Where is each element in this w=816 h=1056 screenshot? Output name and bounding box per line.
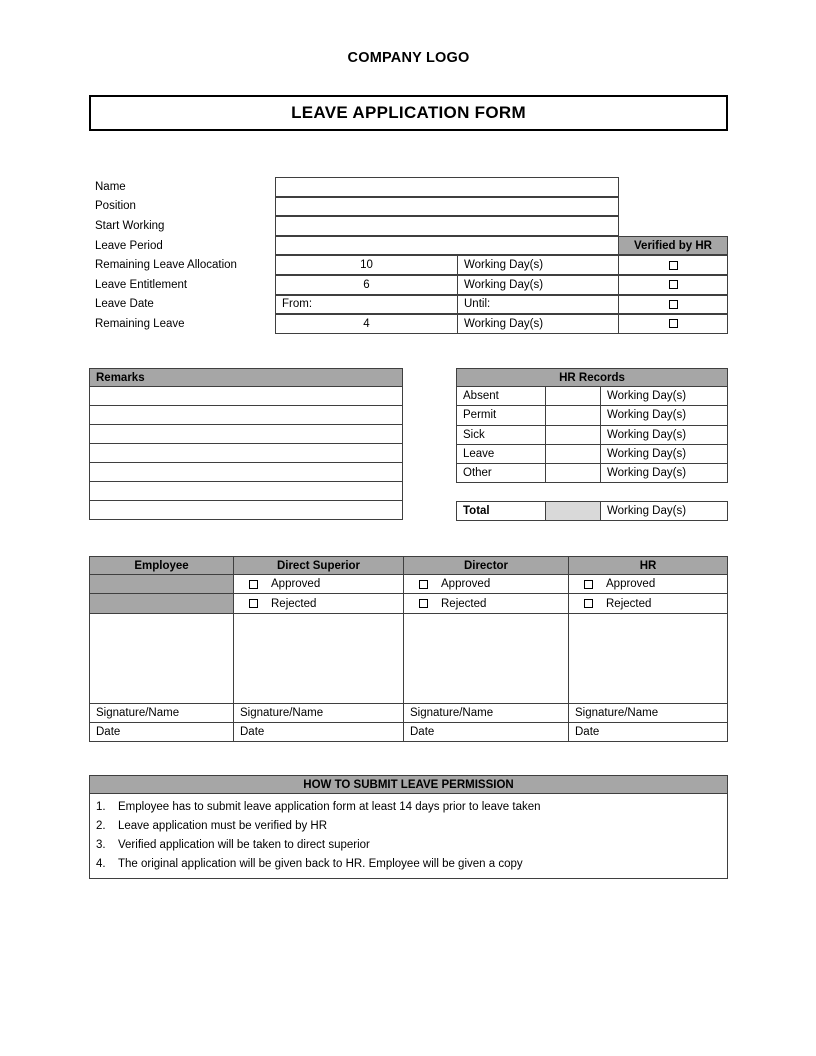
- how-to-submit-number: 2.: [96, 819, 106, 832]
- form-row-cells: [275, 295, 728, 315]
- rejected-checkbox[interactable]: [249, 599, 258, 608]
- form-row-cells: [275, 197, 728, 217]
- verified-by-hr-spacer: [619, 177, 728, 197]
- signature-name-label: Signature/Name: [89, 704, 234, 723]
- how-to-submit-item: [90, 835, 727, 854]
- rejected-checkbox[interactable]: [584, 599, 593, 608]
- signature-area[interactable]: [569, 614, 728, 704]
- signature-date-label: Date: [404, 723, 569, 742]
- how-to-submit-list: [89, 794, 728, 879]
- remarks-input-row[interactable]: [89, 482, 403, 501]
- remarks-input-row[interactable]: [89, 425, 403, 444]
- hr-records-total-label: Total: [456, 501, 546, 520]
- approval-column-header: Director: [404, 556, 569, 575]
- form-unit-field: Working Day(s): [458, 314, 619, 334]
- hr-records-title: HR Records: [456, 368, 728, 387]
- form-value-field[interactable]: [275, 177, 619, 197]
- signature-date-label: Date: [89, 723, 234, 742]
- approval-approved-cell: [234, 575, 404, 594]
- remarks-input-row[interactable]: [89, 387, 403, 406]
- form-value-field[interactable]: [275, 236, 619, 256]
- verified-by-hr-cell: [619, 275, 728, 295]
- form-row: [89, 197, 728, 217]
- approval-column: [234, 556, 404, 742]
- how-to-submit-text: Employee has to submit leave application form at least 14 days prior to leave taken: [118, 800, 541, 813]
- hr-records-label: Absent: [456, 387, 546, 406]
- hr-records-row: [456, 387, 728, 406]
- remarks-input-row[interactable]: [89, 501, 403, 520]
- hr-records-row: [456, 464, 728, 483]
- form-row-cells: [275, 177, 728, 197]
- how-to-submit-title: HOW TO SUBMIT LEAVE PERMISSION: [89, 775, 728, 794]
- hr-records-value-field[interactable]: [546, 445, 601, 464]
- approval-column-header: Direct Superior: [234, 556, 404, 575]
- approved-checkbox[interactable]: [419, 580, 428, 589]
- hr-records-value-field[interactable]: [546, 426, 601, 445]
- approval-signature-table: [89, 556, 728, 742]
- form-unit-field: Until:: [458, 295, 619, 315]
- form-row-label: Start Working: [95, 219, 165, 232]
- hr-records-unit: Working Day(s): [601, 464, 728, 483]
- form-row: [89, 236, 728, 256]
- hr-records-unit: Working Day(s): [601, 406, 728, 425]
- signature-area[interactable]: [404, 614, 569, 704]
- verified-by-hr-checkbox[interactable]: [669, 319, 678, 328]
- approval-rejected-cell-disabled: [89, 594, 234, 613]
- verified-by-hr-checkbox[interactable]: [669, 280, 678, 289]
- form-row: [89, 216, 728, 236]
- form-row-label: Leave Entitlement: [95, 278, 188, 291]
- signature-date-label: Date: [234, 723, 404, 742]
- form-row-label: Position: [95, 200, 136, 213]
- form-row-label: Remaining Leave: [95, 317, 185, 330]
- approval-column: [569, 556, 728, 742]
- verified-by-hr-spacer: [619, 197, 728, 217]
- approval-rejected-cell: [569, 594, 728, 613]
- form-row-cells: [275, 216, 728, 236]
- form-value-field[interactable]: 4: [275, 314, 458, 334]
- approved-label: Approved: [441, 578, 491, 591]
- form-row-label: Remaining Leave Allocation: [95, 259, 237, 272]
- remarks-input-row[interactable]: [89, 463, 403, 482]
- approval-approved-cell: [404, 575, 569, 594]
- form-row-label: Name: [95, 180, 126, 193]
- form-row-cells: [275, 255, 728, 275]
- verified-by-hr-cell: [619, 295, 728, 315]
- hr-records-label: Permit: [456, 406, 546, 425]
- how-to-submit-number: 4.: [96, 857, 106, 870]
- verified-by-hr-cell: [619, 314, 728, 334]
- remarks-table: [89, 368, 403, 520]
- hr-records-total-value[interactable]: [546, 501, 601, 520]
- hr-records-total-row: [456, 501, 728, 520]
- hr-records-total-unit: Working Day(s): [601, 501, 728, 520]
- how-to-submit-section: [89, 775, 728, 879]
- hr-records-value-field[interactable]: [546, 387, 601, 406]
- hr-records-label: Other: [456, 464, 546, 483]
- how-to-submit-item: [90, 854, 727, 873]
- hr-records-label: Leave: [456, 445, 546, 464]
- company-logo: COMPANY LOGO: [347, 50, 470, 66]
- form-value-field[interactable]: 6: [275, 275, 458, 295]
- approval-approved-cell: [569, 575, 728, 594]
- how-to-submit-item: [90, 797, 727, 816]
- form-row-cells: [275, 275, 728, 295]
- signature-area[interactable]: [89, 614, 234, 704]
- hr-records-row: [456, 445, 728, 464]
- verified-by-hr-checkbox[interactable]: [669, 300, 678, 309]
- approval-column: [89, 556, 234, 742]
- rejected-checkbox[interactable]: [419, 599, 428, 608]
- form-row-label: Leave Date: [95, 298, 154, 311]
- how-to-submit-text: Leave application must be verified by HR: [118, 819, 328, 832]
- verified-by-hr-cell: [619, 255, 728, 275]
- approval-approved-cell-disabled: [89, 575, 234, 594]
- form-row: [89, 255, 728, 275]
- form-row: [89, 177, 728, 197]
- verified-by-hr-header: Verified by HR: [619, 236, 728, 256]
- signature-name-label: Signature/Name: [404, 704, 569, 723]
- hr-records-row: [456, 426, 728, 445]
- signature-area[interactable]: [234, 614, 404, 704]
- approved-checkbox[interactable]: [584, 580, 593, 589]
- form-value-field[interactable]: [275, 216, 619, 236]
- form-value-field[interactable]: From:: [275, 295, 458, 315]
- rejected-label: Rejected: [441, 597, 487, 610]
- remarks-title: Remarks: [89, 368, 403, 387]
- signature-name-label: Signature/Name: [234, 704, 404, 723]
- verified-by-hr-checkbox[interactable]: [669, 261, 678, 270]
- form-value-field[interactable]: 10: [275, 255, 458, 275]
- approved-checkbox[interactable]: [249, 580, 258, 589]
- approval-rejected-cell: [404, 594, 569, 613]
- form-row-label: Leave Period: [95, 239, 163, 252]
- hr-records-label: Sick: [456, 426, 546, 445]
- how-to-submit-number: 1.: [96, 800, 106, 813]
- rejected-label: Rejected: [271, 597, 317, 610]
- hr-records-value-field[interactable]: [546, 464, 601, 483]
- remarks-input-row[interactable]: [89, 444, 403, 463]
- approval-column-header: HR: [569, 556, 728, 575]
- signature-name-label: Signature/Name: [569, 704, 728, 723]
- form-title: LEAVE APPLICATION FORM: [291, 103, 526, 122]
- approval-rejected-cell: [234, 594, 404, 613]
- approved-label: Approved: [271, 578, 321, 591]
- how-to-submit-text: The original application will be given back to HR. Employee will be given a copy: [118, 857, 523, 870]
- hr-records-table: [456, 368, 728, 521]
- remarks-input-row[interactable]: [89, 406, 403, 425]
- approved-label: Approved: [606, 578, 656, 591]
- form-row-cells: [275, 236, 728, 256]
- hr-records-unit: Working Day(s): [601, 445, 728, 464]
- form-row: [89, 295, 728, 315]
- hr-records-unit: Working Day(s): [601, 426, 728, 445]
- rejected-label: Rejected: [606, 597, 652, 610]
- how-to-submit-text: Verified application will be taken to direct superior: [118, 838, 370, 851]
- hr-records-row: [456, 406, 728, 425]
- form-row-cells: [275, 314, 728, 334]
- form-row: [89, 314, 728, 334]
- how-to-submit-item: [90, 816, 727, 835]
- form-unit-field: Working Day(s): [458, 255, 619, 275]
- approval-column-header: Employee: [89, 556, 234, 575]
- how-to-submit-number: 3.: [96, 838, 106, 851]
- form-unit-field: Working Day(s): [458, 275, 619, 295]
- approval-column: [404, 556, 569, 742]
- form-value-field[interactable]: [275, 197, 619, 217]
- verified-by-hr-spacer: [619, 216, 728, 236]
- hr-records-unit: Working Day(s): [601, 387, 728, 406]
- signature-date-label: Date: [569, 723, 728, 742]
- form-title-box: [89, 95, 728, 131]
- employee-details-table: [89, 177, 728, 334]
- form-row: [89, 275, 728, 295]
- hr-records-value-field[interactable]: [546, 406, 601, 425]
